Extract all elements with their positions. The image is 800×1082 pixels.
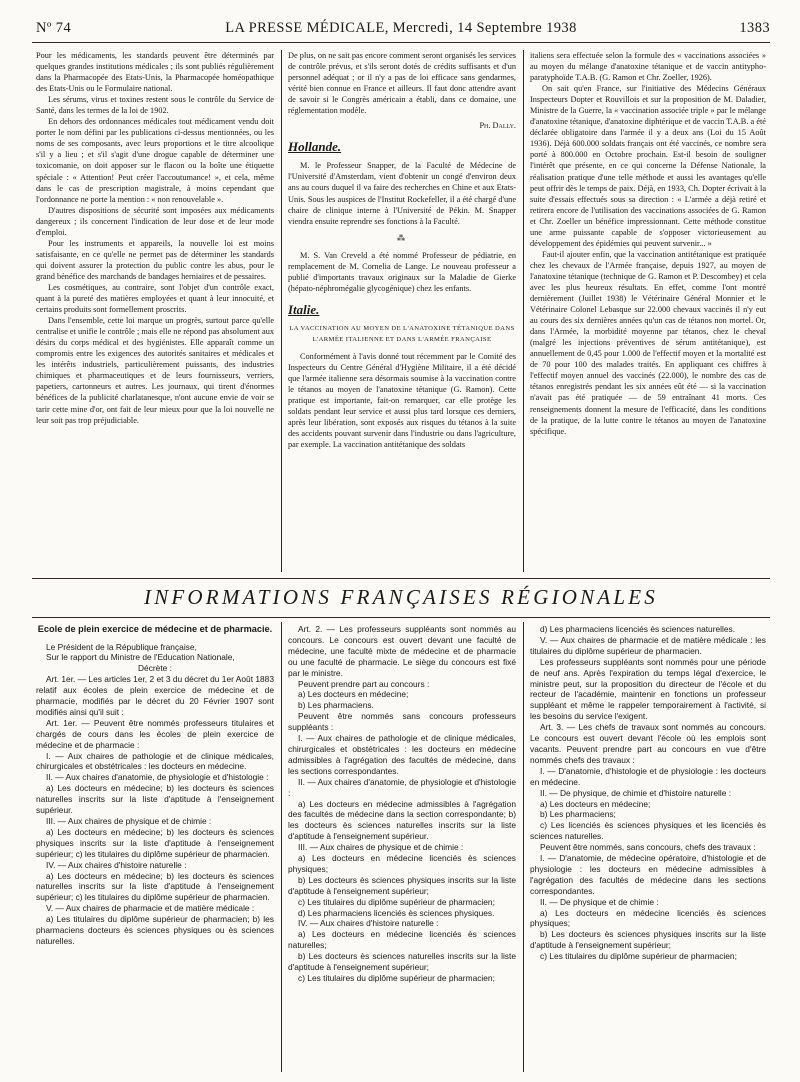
paragraph: a) Les docteurs en médecine licenciés ès sciences physiques;	[288, 853, 516, 874]
paragraph: D'autres dispositions de sécurité sont imposées aux médicaments dangereux ; ils concernent l'indication de leur dose et de leur mode d'emploi.	[36, 205, 274, 237]
paragraph: I. — D'anatomie, de médecine opératoire, d'histologie et de physiologie : les docteurs en médecine admissibles à l'agrégation des facultés de médecine dans les sections correspondantes.	[530, 853, 766, 896]
paragraph: a) Les docteurs en médecine; b) les docteurs ès sciences naturelles inscrits sur la liste d'aptitude à l'enseignement supérieur; c) les titulaires du diplôme supérieur de pharmacien.	[36, 870, 274, 903]
paragraph: d) Les pharmaciens licenciés ès sciences physiques.	[298, 907, 495, 918]
paragraph: Dans l'ensemble, cette loi marque un progrès, surtout parce qu'elle centralise et unifie le contrôle ; mais elle ne répond pas absolument aux désirs du corps médical et des hygiénistes. Elle apparaît comme un compromis entre les exigences des autorités sanitaires et médicales et les intérêts industriels, particulièrement puissants, des industries chimiques et pharmaceutiques et de leurs fournisseurs, verriers, papetiers, cartonneurs et autres. Les journaux, qui tirent d'énormes bénéfices de la publicité charlatanesque, n'ont aucune envie de voir se tarir cette mine d'or, ont fait de leur mieux pour que la loi nouvelle ne leur soit pas trop préjudiciable.	[36, 316, 274, 425]
paragraph: Conformément à l'avis donné tout récemment par le Comité des Inspecteurs du Centre Général d'Hygiène Militaire, il a été décidé que l'armée italienne sera désormais soumise à la vaccination contre le tétanos au moyen de l'anatoxine tétanique (G. Ramon). Cette pratique est importante, fait-on remarquer, car elle protège les soldats pendant leur service et aussi plus tard lorsque ces derniers, après leur libération, sont exposés aux risques du tétanos à la suite des accidents pouvant survenir dans l'industrie ou dans l'agriculture, par exemple. La vaccination antitétanique des soldats	[288, 352, 516, 450]
paragraph: Peuvent être nommés, sans concours, chefs des travaux :	[540, 842, 756, 853]
column-divider	[281, 50, 282, 572]
paragraph: b) Les pharmaciens.	[298, 700, 374, 711]
page-header	[32, 20, 770, 42]
paragraph: Pour les instruments et appareils, la nouvelle loi est moins satisfaisante, en ce qu'elle ne permet pas de déterminer les standards qui doivent assurer la protection du public contre les abus, pour le grand bénéfice des marchands de bandages herniaires et de pessaires.	[36, 238, 274, 281]
bottom-column-3	[530, 624, 766, 1074]
paragraph: Sur le rapport du Ministre de l'Education Nationale,	[46, 652, 235, 663]
paragraph: IV. — Aux chaires d'histoire naturelle :	[46, 859, 187, 870]
paragraph: II. — De physique, de chimie et d'histoire naturelle :	[540, 787, 732, 798]
paragraph: Décrète :	[138, 663, 172, 674]
paragraph: Pour les médicaments, les standards peuvent être déterminés par quelques grandes institutions médicales ; ils sont publiés régulièrement dans la Pharmacopée des Etats-Unis, la Pharmacopée homéopathique des Etats-Unis ou le Formulaire national.	[36, 51, 274, 94]
paragraph: II. — De physique et de chimie :	[540, 896, 659, 907]
column-divider	[281, 622, 282, 1072]
paragraph: italiens sera effectuée selon la formule des « vaccinations associées » au moyen du mélange d'anatoxine tétanique et de vaccin antitypho-paratyphoïde T.A.B. (G. Ramon et Chr. Zoeller, 1926).	[530, 51, 766, 83]
paragraph: Les sérums, virus et toxines restent sous le contrôle du Service de Santé, dans les termes de la loi de 1902.	[36, 95, 274, 116]
paragraph: En dehors des ordonnances médicales tout médicament vendu doit porter le nom défini par les publications ci-dessus mentionnées, ou les noms de ses composants, avec leurs proportions et le titre alcoolique s'il y a lieu ; et s'il s'agit d'une drogue capable de déterminer une toxicomanie, on doit apposer sur le flacon ou la boîte une étiquette spéciale : « Attention! Peut créer l'accoutumance! », et cela, même dans le cas de prescription magistrale, à moins cependant que l'ordonnance ne porte la mention : « non renouvelable ».	[36, 117, 274, 204]
top-column-2	[288, 50, 516, 575]
article-subheading: LA VACCINATION AU MOYEN DE L'ANATOXINE TÉTANIQUE DANS L'ARMÉE ITALIENNE ET DANS L'ARMÉE FRANÇAISE	[289, 324, 515, 343]
bottom-column-1	[36, 624, 274, 1074]
paragraph: c) Les titulaires du diplôme supérieur de pharmacien;	[298, 896, 495, 907]
paragraph: a) Les docteurs en médecine admissibles à l'agrégation des facultés de médecine dans la section correspondante; b) les docteurs ès sciences naturelles inscrits sur la liste d'aptitude à l'enseignement supérieur.	[288, 798, 516, 842]
paragraph: Faut-il ajouter enfin, que la vaccination antitétanique est pratiquée chez les chevaux de l'Armée française, depuis 1927, au moyen de l'anatoxine tétanique (technique de G. Ramon et P. Descombey) et cela avec les plus heureux résultats. En effet, comme l'ont montré dernièrement (Juillet 1938) le Vétérinaire Général Monnier et le Vétérinaire Colonel Lebasque sur 22.000 chevaux vaccinés il n'y eut au cours des six dernières années qu'un cas de tétanos non mortel. Or, dans l'Armée, la morbidité moyenne par tétanos, chez le cheval (malgré les injections préventives de sérum antitétanique), est annuellement de 0,45 pour 1.000 de l'effectif moyen et la mortalité est de 70 pour 100 des malades traités. En appliquant ces chiffres à l'effectif moyen annuel des vaccinés (22.000), le nombre des cas de tétanos enregistrés pendant les six années eût été — si la vaccination n'avait pas été pratiquée — de 59 entraînant 41 morts. Ces renseignements donnent la mesure de l'efficacité, dans les conditions de la pratique, de la lutte contre le tétanos au moyen de l'anatoxine spécifique.	[530, 249, 766, 436]
paragraph: I. — Aux chaires de pathologie et de clinique médicales, chirurgicales et obstétricales : les docteurs en médecine admissibles à l'agrégation des facultés de médecine, dans les sections correspondantes.	[288, 733, 516, 776]
paragraph: a) Les docteurs en médecine licenciés ès sciences naturelles;	[288, 929, 516, 951]
top-column-1	[36, 50, 274, 575]
paragraph: Art. 2. — Les professeurs suppléants sont nommés au concours. Le concours est ouvert devant une faculté de médecine, une faculté mixte de médecine et de pharmacie ou une faculté de pharmacie. Le siège du concours est fixé par le ministre.	[288, 624, 516, 678]
section-heading-italie: Italie.	[288, 301, 320, 317]
paragraph: b) Les pharmaciens;	[540, 809, 616, 820]
paragraph: V. — Aux chaires de pharmacie et de matière médicale : les titulaires du diplôme supérieur de pharmacien.	[530, 634, 766, 656]
column-divider	[523, 50, 524, 572]
paragraph: c) Les titulaires du diplôme supérieur de pharmacien;	[540, 951, 737, 962]
paragraph: IV. — Aux chaires d'histoire naturelle :	[298, 918, 439, 929]
top-column-3	[530, 50, 766, 575]
paragraph: De plus, on ne sait pas encore comment seront organisés les services de contrôle prévus, et s'ils seront dotés de crédits suffisants et d'un personnel adéquat ; or il n'y a pas de loi efficace sans gendarmes, vérité bien connue en France et ailleurs. Il faut donc attendre avant de savoir si le Congrès américain a établi, dans ce domaine, une réglementation modèle.	[288, 51, 516, 116]
paragraph: a) Les titulaires du diplôme supérieur de pharmacien; b) les pharmaciens docteurs ès sciences physiques ou ès sciences naturelles.	[36, 914, 274, 946]
paragraph: a) Les docteurs en médecine; b) les docteurs ès sciences physiques inscrits sur la liste d'aptitude à l'enseignement supérieur; c) les titulaires du diplôme supérieur de pharmacien.	[36, 826, 274, 859]
paragraph: Les professeurs suppléants sont nommés pour une période de neuf ans. Après l'expiration du temps légal d'exercice, le ministre peut, sur la proposition du directeur de l'école et du recteur de l'académie, maintenir en fonctions un professeur suppléant et même le rappeler temporairement à l'activité, si les besoins du service l'exigent.	[530, 656, 766, 722]
article-title: Ecole de plein exercice de médecine et de pharmacie.	[37, 624, 273, 634]
paragraph: I. — D'anatomie, d'histologie et de physiologie : les docteurs en médecine.	[530, 765, 766, 787]
paragraph: Art. 1er. — Les articles 1er, 2 et 3 du décret du 1er Août 1883 relatif aux écoles de plein exercice de médecine et de pharmacie, modifiés par le décret du 20 Février 1907 sont modifiés ainsi qu'il suit :	[36, 674, 274, 717]
paragraph: b) Les docteurs ès sciences physiques inscrits sur la liste d'aptitude à l'enseignement supérieur;	[530, 929, 766, 951]
paragraph: a) Les docteurs en médecine licenciés ès sciences physiques;	[530, 907, 766, 929]
paragraph: Art. 1er. — Peuvent être nommés professeurs titulaires et chargés de cours dans les écoles de plein exercice de médecine et de pharmacie :	[36, 717, 274, 750]
asterism: ⁂	[396, 233, 408, 243]
paragraph: a) Les docteurs en médecine; b) les docteurs ès sciences naturelles inscrits sur la liste d'aptitude à l'enseignement supérieur.	[36, 783, 274, 816]
paragraph: Les cosmétiques, au contraire, sont l'objet d'un contrôle exact, quant à la pureté des matières employées et quant à leur innocuité, et certains produits sont formellement proscrits.	[36, 282, 274, 315]
paragraph: II. — Aux chaires d'anatomie, de physiologie et d'histologie :	[46, 772, 269, 783]
paragraph: a) Les docteurs en médecine;	[540, 798, 651, 809]
paragraph: c) Les licenciés ès sciences physiques et les licenciés ès sciences naturelles.	[530, 820, 766, 842]
paragraph: b) Les docteurs ès sciences naturelles inscrits sur la liste d'aptitude à l'enseignement supérieur;	[288, 951, 516, 973]
paragraph: III. — Aux chaires de physique et de chimie :	[46, 816, 212, 826]
journal-title: LA PRESSE MÉDICALE, Mercredi, 14 Septembre 1938	[225, 20, 577, 36]
paragraph: Art. 3. — Les chefs de travaux sont nommés au concours. Le concours est ouvert devant l'école où les emplois sont vacants. Peuvent prendre part au concours en vue d'être nommés chefs des travaux :	[530, 722, 766, 765]
header-rule	[32, 42, 770, 43]
bottom-column-2	[288, 624, 516, 1074]
column-divider	[523, 622, 524, 1072]
page-number: 1383	[739, 20, 770, 36]
section-banner: INFORMATIONS FRANÇAISES RÉGIONALES	[144, 585, 658, 609]
paragraph: M. le Professeur Snapper, de la Faculté de Médecine de l'Université d'Amsterdam, vient d'obtenir un congé d'environ deux ans au cours duquel il va faire des recherches en Chine et aux Etats-Unis. Sous les auspices de l'Institut Rockefeller, il a été chargé d'une chaire de clinique interne à l'Université de Pékin. M. Snapper viendra ensuite reprendre ses fonctions à la Faculté.	[288, 161, 516, 226]
paragraph: II. — Aux chaires d'anatomie, de physiologie et d'histologie :	[288, 776, 516, 798]
paragraph: a) Les docteurs en médecine;	[298, 689, 409, 700]
paragraph: V. — Aux chaires de pharmacie et de matière médicale :	[46, 903, 255, 914]
paragraph: III. — Aux chaires de physique et de chimie :	[298, 842, 464, 853]
section-heading-hollande: Hollande.	[288, 139, 342, 155]
paragraph: Peuvent être nommés sans concours professeurs suppléants :	[288, 711, 516, 733]
paragraph: Le Président de la République française,	[46, 641, 197, 652]
paragraph: c) Les titulaires du diplôme supérieur de pharmacien;	[298, 973, 495, 983]
paragraph: d) Les pharmaciens licenciés ès sciences naturelles.	[540, 624, 736, 634]
paragraph: M. S. Van Creveld a été nommé Professeur de pédiatrie, en remplacement de M. Cornelia de Lange. Le nouveau professeur a publié d'importants travaux originaux sur la Maladie de Gierke (hépato-néphromégalie glycogénique) chez les enfants.	[288, 250, 516, 293]
paragraph: b) Les docteurs ès sciences physiques inscrits sur la liste d'aptitude à l'enseignement supérieur;	[288, 874, 516, 896]
issue-number: Nº 74	[36, 20, 72, 36]
paragraph: Peuvent prendre part au concours :	[298, 678, 430, 689]
paragraph: I. — Aux chaires de pathologie et de clinique médicales, chirurgicales et obstétricales : les docteurs en médecine.	[36, 750, 274, 772]
paragraph: On sait qu'en France, sur l'initiative des Médecins Généraux Inspecteurs Dopter et Rouvillois et sur la proposition de M. Daladier, Ministre de la Guerre, la « vaccination associée triple » par le mélange d'anatoxine tétanique, d'anatoxine diphtérique et de vaccin T.A.B. a été déclarée obligatoire dans l'armée il y a deux ans (Loi du 15 Août 1936). Déjà 600.000 soldats français ont été vaccinés, ce nombre sera porté à 800.000 en Octobre prochain. Est-il besoin de souligner l'intérêt que présente, en ce qui concerne la Défense Nationale, la réalisation pratique d'une telle méthode et aussi les avantages qu'elle peut offrir dès le temps de paix. Déjà, en 1933, Ch. Dopter écrivait à la suite d'essais effectués sous sa direction : « L'armée a déjà retiré et retirera encore de l'utilisation des vaccinations associées de G. Ramon et Chr. Zoeller un bénéfice impressionnant. Cette méthode constitue une arme puissante capable de s'opposer victorieusement au développement des épidémies qui peuvent survenir... »	[530, 84, 766, 248]
author-signature: Ph. Dally.	[479, 121, 516, 131]
